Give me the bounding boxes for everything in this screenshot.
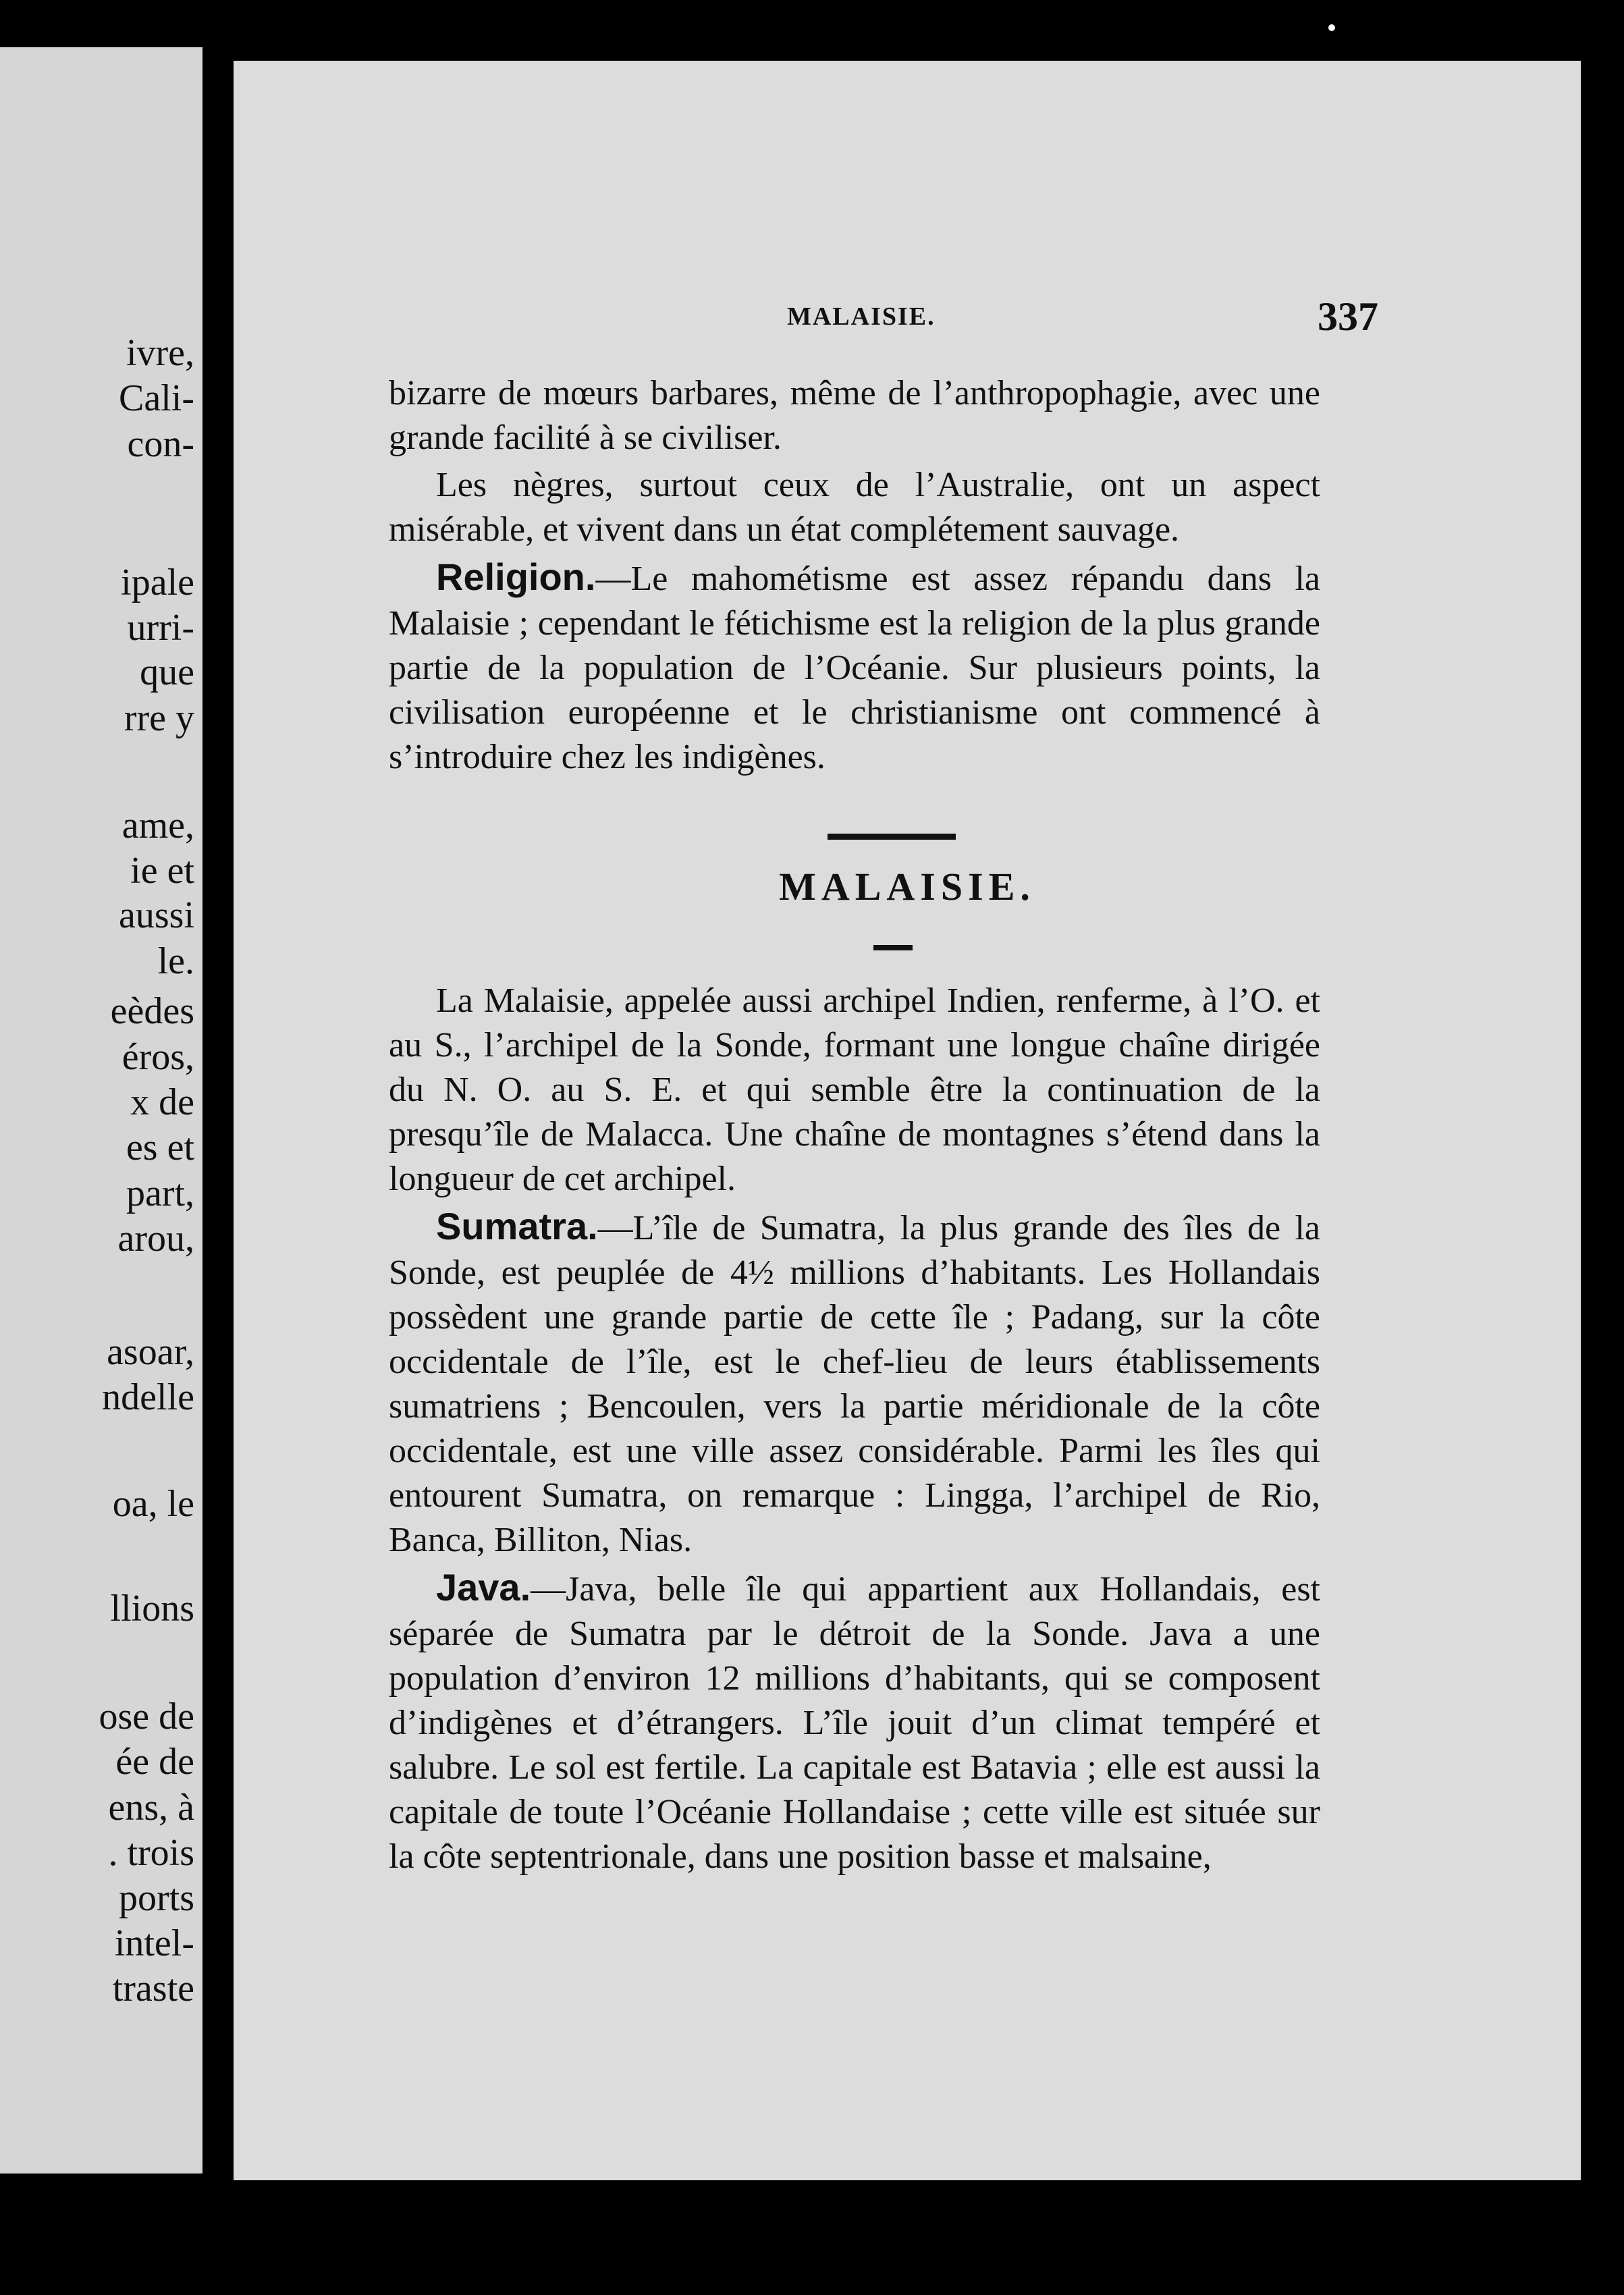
religion-heading: Religion. (436, 556, 596, 598)
book-gutter (202, 0, 234, 2295)
page-number: 337 (1318, 294, 1378, 339)
section-rule (828, 834, 956, 840)
running-title: MALAISIE. (787, 302, 936, 331)
left-fragment: es et (126, 1127, 194, 1168)
left-fragment: x de (130, 1081, 194, 1123)
scan-speck (1328, 24, 1335, 31)
left-fragment: urri- (127, 607, 194, 649)
left-fragment: ipale (121, 562, 194, 603)
title-rule (873, 945, 913, 950)
left-fragment: aussi (119, 894, 194, 936)
left-fragment: éros, (121, 1036, 194, 1078)
left-fragment: part, (126, 1172, 194, 1214)
left-fragment: . trois (108, 1832, 194, 1874)
left-fragment: ivre, (126, 332, 194, 374)
left-fragment: asoar, (107, 1331, 194, 1373)
left-fragment: Cali- (119, 377, 194, 419)
left-fragment: arou, (117, 1218, 194, 1260)
left-fragment: ie et (130, 850, 194, 892)
left-fragment: rre y (124, 697, 194, 739)
left-fragment: que (140, 651, 194, 693)
sumatra-heading: Sumatra. (436, 1205, 598, 1247)
left-fragment: ports (119, 1877, 194, 1919)
intro-paragraph: La Malaisie, appelée aussi archipel Indien, renferme, à l’O. et au S., l’archipel de la Sonde, formant une longue chaîne dirigée du N. O. au S. E. et qui semble être la continuation de la presqu’île de Malacca. Une chaîne de montagnes s’étend dans la longueur de cet archipel. (389, 981, 1320, 1198)
left-fragment: ndelle (102, 1376, 194, 1418)
java-text: —Java, belle île qui appartient aux Hollandais, est séparée de Sumatra par le détroit de la Sonde. Java a une population d’environ 12 millions d’habitants, qui se composent d’indigènes et d’étrangers. L’île jouit d’un climat tempéré et salubre. Le sol est fertile. La capitale est Batavia ; elle est aussi la capitale de toute l’Océanie Hollandaise ; cette ville est située sur la côte septentrionale, dans une position basse et malsaine, (389, 1570, 1320, 1876)
left-fragment: ée de (115, 1741, 194, 1783)
paragraph: bizarre de mœurs barbares, même de l’anthropophagie, avec une grande facilité à se civiliser. (389, 374, 1320, 457)
sumatra-paragraph (389, 1204, 1320, 1563)
left-fragment: intel- (114, 1922, 194, 1964)
religion-text: —Le mahométisme est assez répandu dans la Malaisie ; cependant le fétichisme est la religion de la plus grande partie de la population de l’Océanie. Sur plusieurs points, la civilisation européenne et le christianisme ont commencé à s’introduire chez les indigènes. (389, 560, 1320, 776)
section-one (389, 371, 1320, 780)
left-fragment: ose de (99, 1696, 194, 1737)
left-fragment: ens, à (108, 1787, 194, 1829)
main-page (234, 61, 1581, 2180)
running-head (234, 294, 1581, 348)
religion-paragraph (389, 555, 1320, 780)
section-two (389, 979, 1320, 1879)
left-fragment: con- (127, 423, 194, 465)
left-fragment: traste (112, 1968, 194, 2009)
left-fragment: ame, (121, 805, 194, 846)
left-facing-page (0, 47, 202, 2174)
left-fragment: le. (157, 940, 194, 982)
left-fragment: oa, le (112, 1483, 194, 1525)
sumatra-text: —L’île de Sumatra, la plus grande des îles de la Sonde, est peuplée de 4½ millions d’habitants. Les Hollandais possèdent une grande partie de cette île ; Padang, sur la côte occidentale de l’île, est le chef-lieu de leurs établissements sumatriens ; Bencoulen, vers la partie méridionale de la côte occidentale, est une ville assez considérable. Parmi les îles qui entourent Sumatra, on remarque : Lingga, l’archipel de Rio, Banca, Billiton, Nias. (389, 1209, 1320, 1559)
section-title: MALAISIE. (779, 865, 1035, 909)
java-paragraph (389, 1565, 1320, 1879)
left-fragment: llions (110, 1588, 194, 1629)
left-fragment: eèdes (110, 990, 194, 1032)
java-heading: Java. (436, 1566, 531, 1609)
paragraph: Les nègres, surtout ceux de l’Australie, ont un aspect misérable, et vivent dans un état complétement sauvage. (389, 466, 1320, 549)
